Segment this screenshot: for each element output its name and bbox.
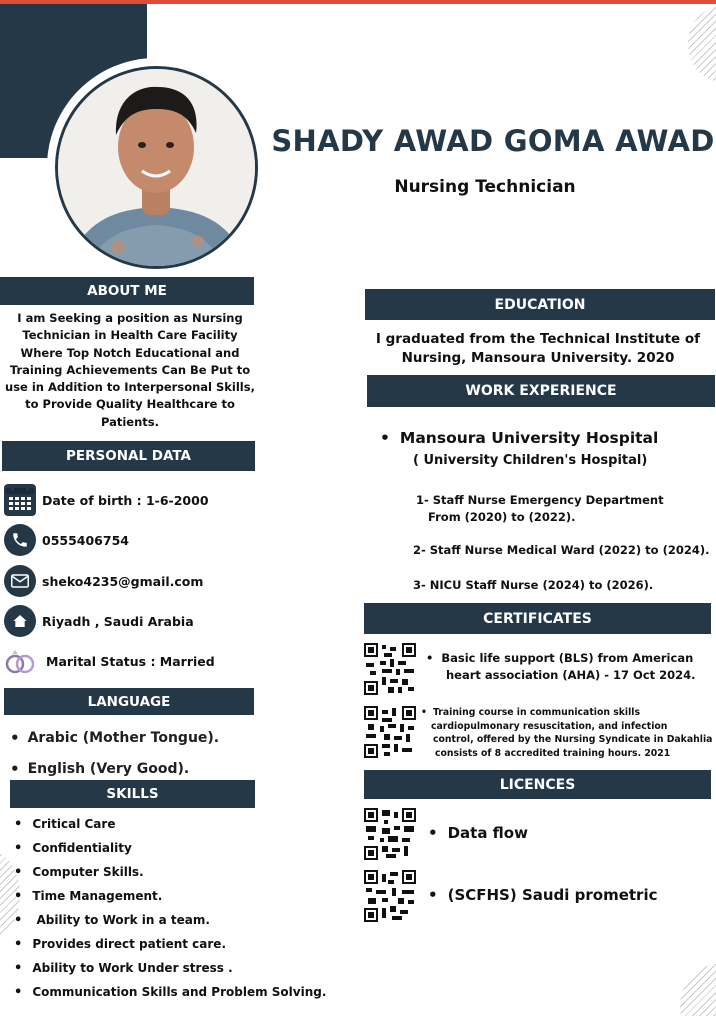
licence-text: (SCFHS) Saudi prometric	[447, 886, 658, 904]
list-item: • Time Management.	[14, 884, 326, 908]
about-line: use in Addition to Interpersonal Skills,	[5, 380, 255, 395]
phone-row	[4, 524, 129, 556]
marital-text: Marital Status : Married	[46, 653, 215, 669]
bullet-dot: •	[426, 651, 434, 665]
job-line: From (2020) to (2022).	[428, 510, 576, 524]
marital-row	[4, 645, 215, 677]
licences-header	[364, 770, 711, 799]
list-item: • English (Very Good).	[10, 753, 219, 784]
profile-photo	[55, 66, 258, 269]
location-text: Riyadh , Saudi Arabia	[42, 613, 194, 629]
personal-header	[2, 441, 255, 471]
personal-title: PERSONAL DATA	[66, 448, 191, 464]
education-header	[365, 289, 715, 320]
list-item: • Communication Skills and Problem Solving.	[14, 980, 326, 1004]
hatch-decor-top-right	[688, 6, 716, 82]
candidate-name: SHADY AWAD GOMA AWAD	[271, 124, 715, 158]
education-line: I graduated from the Technical Institute of	[375, 331, 701, 347]
home-icon	[4, 605, 36, 637]
skills-header	[10, 780, 255, 808]
certificates-title: CERTIFICATES	[483, 610, 592, 627]
calendar-icon	[4, 484, 36, 516]
dob-row	[4, 484, 209, 516]
list-item: • Computer Skills.	[14, 860, 326, 884]
rings-icon	[4, 645, 36, 677]
list-item: • Ability to Work Under stress .	[14, 956, 326, 980]
about-line: Training Achievements Can Be Put to	[9, 362, 251, 377]
list-item: • Critical Care	[14, 812, 326, 836]
work-title: WORK EXPERIENCE	[465, 383, 617, 399]
licence-1	[428, 824, 528, 842]
email-icon	[4, 565, 36, 597]
certificates-header	[364, 603, 711, 634]
licence-2	[428, 886, 658, 904]
certificate-1	[426, 650, 696, 684]
bullet-dot: •	[380, 429, 390, 447]
hatch-decor-bottom-right	[680, 964, 716, 1016]
skills-list	[14, 812, 326, 1004]
language-header	[4, 688, 254, 715]
education-text	[360, 330, 716, 368]
bullet-dot: •	[428, 824, 438, 842]
cert-line: Basic life support (BLS) from American	[441, 651, 694, 665]
job-2: 2- Staff Nurse Medical Ward (2022) to (2024).	[413, 543, 710, 557]
job-title: Nursing Technician	[394, 177, 576, 197]
cert-line: Training course in communication skills	[432, 707, 641, 718]
cert-line: cardiopulmonary resuscitation, and infection	[431, 720, 668, 732]
list-item: • Ability to Work in a team.	[14, 908, 326, 932]
qr-code-icon	[364, 870, 416, 922]
qr-code-icon	[364, 643, 416, 695]
phone-text: 0555406754	[42, 532, 129, 548]
certificate-2	[421, 706, 712, 760]
about-line: Patients.	[100, 414, 160, 429]
employer-row	[380, 429, 658, 447]
about-line: to Provide Quality Healthcare to	[25, 397, 235, 412]
cert-line: control, offered by the Nursing Syndicate in Dakahlia	[433, 734, 713, 745]
job-line: 1- Staff Nurse Emergency Department	[416, 493, 664, 507]
about-text	[0, 310, 260, 431]
language-title: LANGUAGE	[87, 693, 171, 710]
work-header	[367, 375, 715, 407]
dob-text: Date of birth : 1-6-2000	[42, 492, 209, 508]
job-3: 3- NICU Staff Nurse (2024) to (2026).	[413, 578, 654, 592]
bullet-dot: •	[421, 707, 427, 718]
email-text: sheko4235@gmail.com	[42, 573, 204, 589]
about-line: Technician in Health Care Facility	[22, 328, 238, 343]
cert-line: consists of 8 accredited training hours. 2021	[435, 747, 671, 759]
qr-code-icon	[364, 808, 416, 860]
about-header	[0, 277, 254, 305]
location-row	[4, 605, 194, 637]
about-title: ABOUT ME	[87, 283, 167, 299]
job-1	[416, 492, 664, 526]
about-line: I am Seeking a position as Nursing	[17, 311, 243, 325]
list-item: • Provides direct patient care.	[14, 932, 326, 956]
about-line: Where Top Notch Educational and	[20, 345, 240, 360]
skills-title: SKILLS	[106, 786, 159, 802]
qr-code-icon	[364, 706, 416, 758]
employer-name: Mansoura University Hospital	[399, 429, 659, 447]
licences-title: LICENCES	[499, 776, 576, 793]
education-title: EDUCATION	[494, 296, 586, 313]
cert-line: heart association (AHA) - 17 Oct 2024.	[446, 668, 696, 682]
phone-icon	[4, 524, 36, 556]
email-row	[4, 565, 203, 597]
language-list	[10, 722, 219, 784]
employer-sub: ( University Children's Hospital)	[413, 453, 648, 468]
bullet-dot: •	[428, 886, 438, 904]
list-item: • Arabic (Mother Tongue).	[10, 722, 219, 753]
list-item: • Confidentiality	[14, 836, 326, 860]
licence-text: Data flow	[447, 824, 528, 842]
education-line: Nursing, Mansoura University. 2020	[401, 350, 675, 366]
